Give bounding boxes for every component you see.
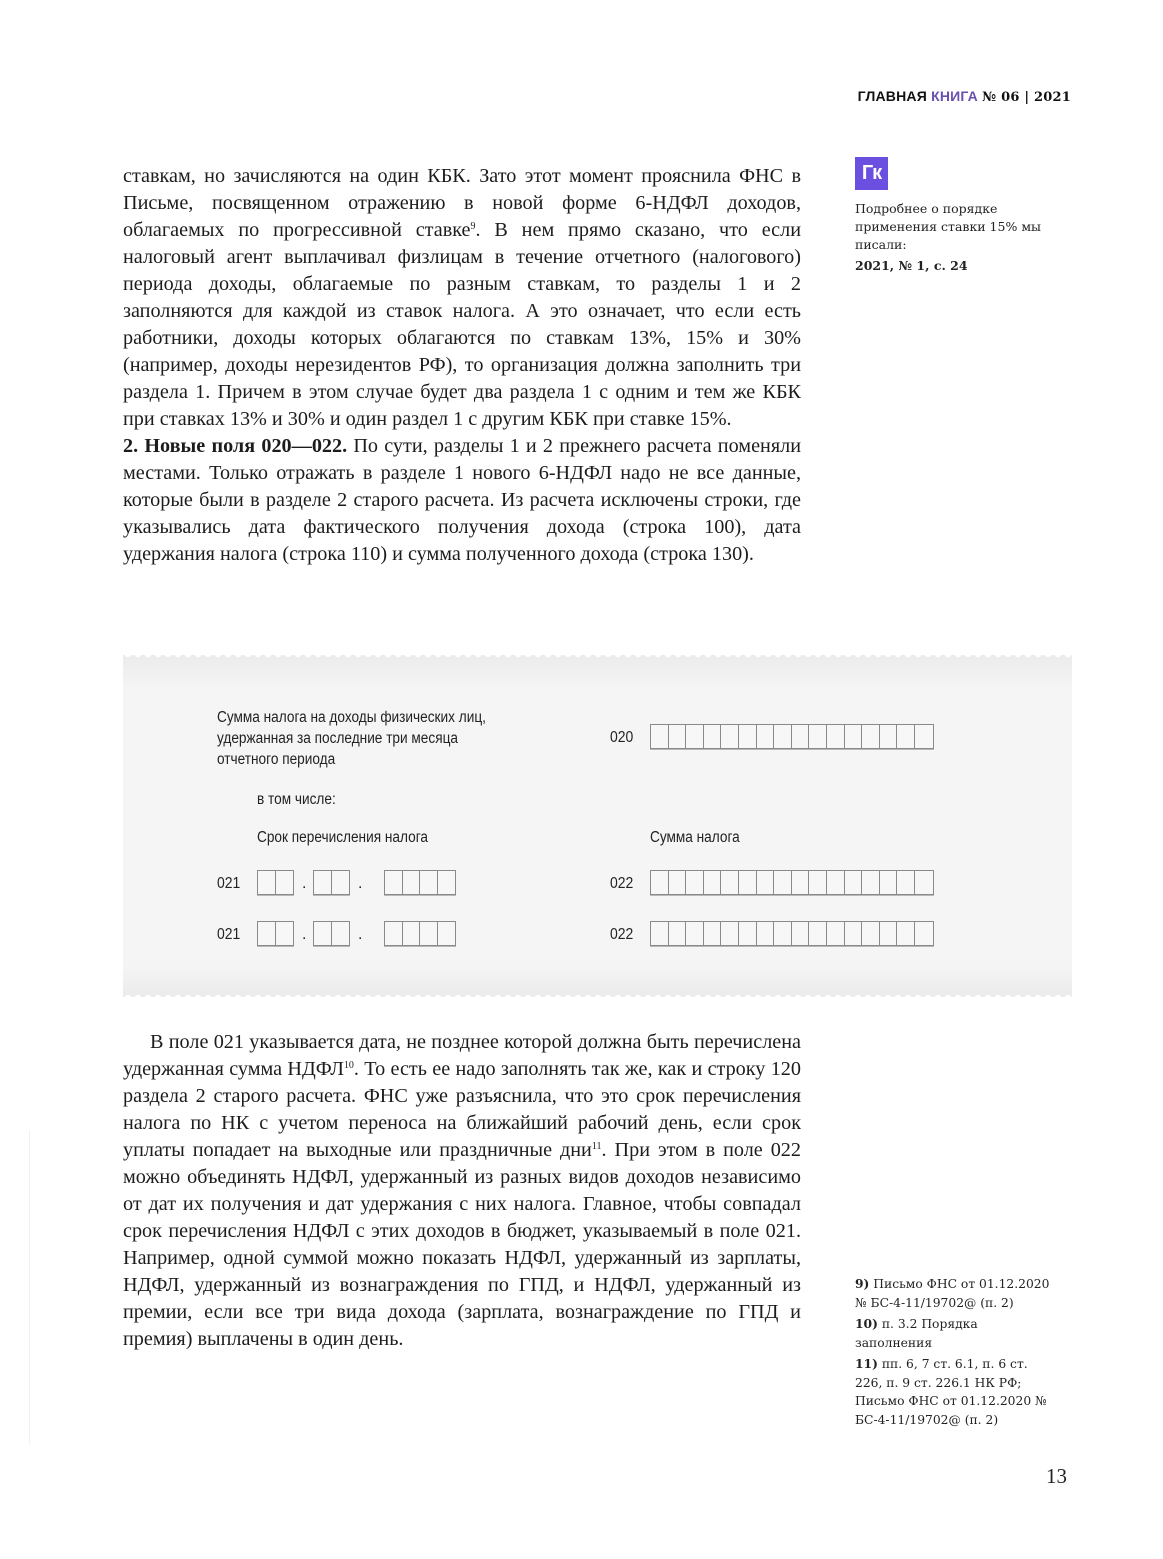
brand-name-part1: ГЛАВНАЯ <box>857 88 927 104</box>
paragraph <box>123 1029 801 1353</box>
field-021-month-input[interactable] <box>313 870 350 895</box>
footnote-ref[interactable]: 11 <box>591 1141 602 1152</box>
paragraph-text: ставкам, но зачисляются на один КБК. Зато этот момент прояснила ФНС в Письме, посвященном отражению в новой форме 6-НДФЛ доходов, облагаемых по прогрессивной ставке <box>123 165 801 241</box>
footnote-ref[interactable]: 9 <box>470 221 476 232</box>
field-020-label-line: Сумма налога на доходы физических лиц, <box>217 709 486 726</box>
issue-number: № 06 | 2021 <box>982 90 1071 105</box>
date-separator: . <box>358 875 363 892</box>
paragraph-text: . В нем прямо сказано, что если налоговый агент выплачивал физлицам в течение отчетного (налогового) периода доходы, облагаемые по разным ставкам, то разделы 1 и 2 заполняются для каждой из ставок налога. А это означает, что если есть работники, доходы которых облагаются по ставкам 13%, 15% и 30% (например, доходы нерезидентов РФ), то организация должна заполнить три раздела 1. Причем в этом случае будет два раздела 1 с одним и тем же КБК при ставках 13% и 30% и один раздел 1 с другим КБК при ставке 15%. <box>123 219 801 430</box>
footnote-item <box>855 1315 1055 1352</box>
field-020-label-line: отчетного периода <box>217 751 336 768</box>
field-022-code: 022 <box>610 875 634 892</box>
field-021-month-input[interactable] <box>313 921 350 946</box>
field-022-input[interactable] <box>650 870 934 895</box>
field-021-code: 021 <box>217 875 241 892</box>
paragraph-text: . При этом в поле 022 можно объединять НДФЛ, удержанный из разных видов доходов независимо от дат их получения и дат удержания с них налога. Главное, чтобы совпадал срок перечисления НДФЛ с этих доходов в бюджет, указываемый в поле 021. Например, одной суммой можно показать НДФЛ, удержанный из зарплаты, НДФЛ, удержанный из вознаграждения по ГПД, и НДФЛ, удержанный из премии, если все три вида дохода (зарплата, вознаграждение по ГПД и премия) выплачены в один день. <box>123 1139 801 1350</box>
perforated-edge-top <box>123 654 1072 660</box>
article-body-bottom <box>123 1029 801 1353</box>
field-021-year-input[interactable] <box>384 921 456 946</box>
field-020-label <box>217 707 486 770</box>
field-021-day-input[interactable] <box>257 870 294 895</box>
footnote-number: 11) <box>855 1356 878 1371</box>
sidebar-note-reference[interactable]: 2021, № 1, с. 24 <box>855 258 968 273</box>
footnote-item <box>855 1275 1055 1312</box>
footnote-text: п. 3.2 Порядка заполнения <box>855 1317 978 1350</box>
footnote-item <box>855 1355 1055 1429</box>
column-header-due-date: Срок перечисления налога <box>257 829 428 846</box>
brand-name-part2: КНИГА <box>931 88 978 104</box>
footnote-number: 9) <box>855 1276 870 1291</box>
field-021-day-input[interactable] <box>257 921 294 946</box>
paragraph-text: В поле 021 указывается дата, не позднее которой должна быть перечислена удержанная сумма НДФЛ <box>123 1031 801 1080</box>
footnote-ref[interactable]: 10 <box>343 1060 354 1071</box>
page-number: 13 <box>1046 1464 1067 1488</box>
magazine-header <box>858 88 1071 105</box>
including-label: в том числе: <box>257 791 336 808</box>
footnote-text: пп. 6, 7 ст. 6.1, п. 6 ст. 226, п. 9 ст. 226.1 НК РФ; Письмо ФНС от 01.12.2020 № БС-4-11/19702@ (п. 2) <box>855 1357 1047 1427</box>
paragraph-text: . То есть ее надо заполнять так же, как и строку 120 раздела 2 старого расчета. ФНС уже разъяснила, что это срок перечисления налога по НК с учетом переноса на ближайший рабочий день, если срок уплаты попадает на выходные или праздничные дни <box>123 1058 801 1161</box>
field-022-code: 022 <box>610 926 634 943</box>
sidebar-note-text: Подробнее о порядке применения ставки 15% мы писали: <box>855 201 1041 252</box>
section-heading: 2. Новые поля 020—022. <box>123 435 348 457</box>
paragraph <box>123 163 801 433</box>
column-header-tax-amount: Сумма налога <box>650 829 740 846</box>
gk-logo-icon: Гк <box>855 157 888 190</box>
date-separator: . <box>358 926 363 943</box>
field-021-code: 021 <box>217 926 241 943</box>
form-band-top <box>123 655 1072 690</box>
date-separator: . <box>302 926 307 943</box>
paragraph-text: По сути, разделы 1 и 2 прежнего расчета поменяли местами. Только отражать в разделе 1 нового 6-НДФЛ надо не все данные, которые были в разделе 2 старого расчета. Из расчета исключены строки, где указывались дата фактического получения дохода (строка 100), дата удержания налога (строка 110) и сумма полученного дохода (строка 130). <box>123 435 801 565</box>
sidebar-note <box>855 200 1055 275</box>
footnote-number: 10) <box>855 1316 878 1331</box>
page-edge-rule <box>29 1130 30 1445</box>
perforated-edge-bottom <box>123 992 1072 998</box>
footnotes <box>855 1275 1055 1432</box>
article-body-top <box>123 163 801 568</box>
field-020-code: 020 <box>610 729 634 746</box>
form-6ndfl-fragment <box>123 655 1072 997</box>
field-020-input[interactable] <box>650 724 934 749</box>
paragraph <box>123 433 801 568</box>
field-021-year-input[interactable] <box>384 870 456 895</box>
footnote-text: Письмо ФНС от 01.12.2020 № БС-4-11/19702@ (п. 2) <box>855 1277 1050 1310</box>
date-separator: . <box>302 875 307 892</box>
field-022-input[interactable] <box>650 921 934 946</box>
field-020-label-line: удержанная за последние три месяца <box>217 730 459 747</box>
